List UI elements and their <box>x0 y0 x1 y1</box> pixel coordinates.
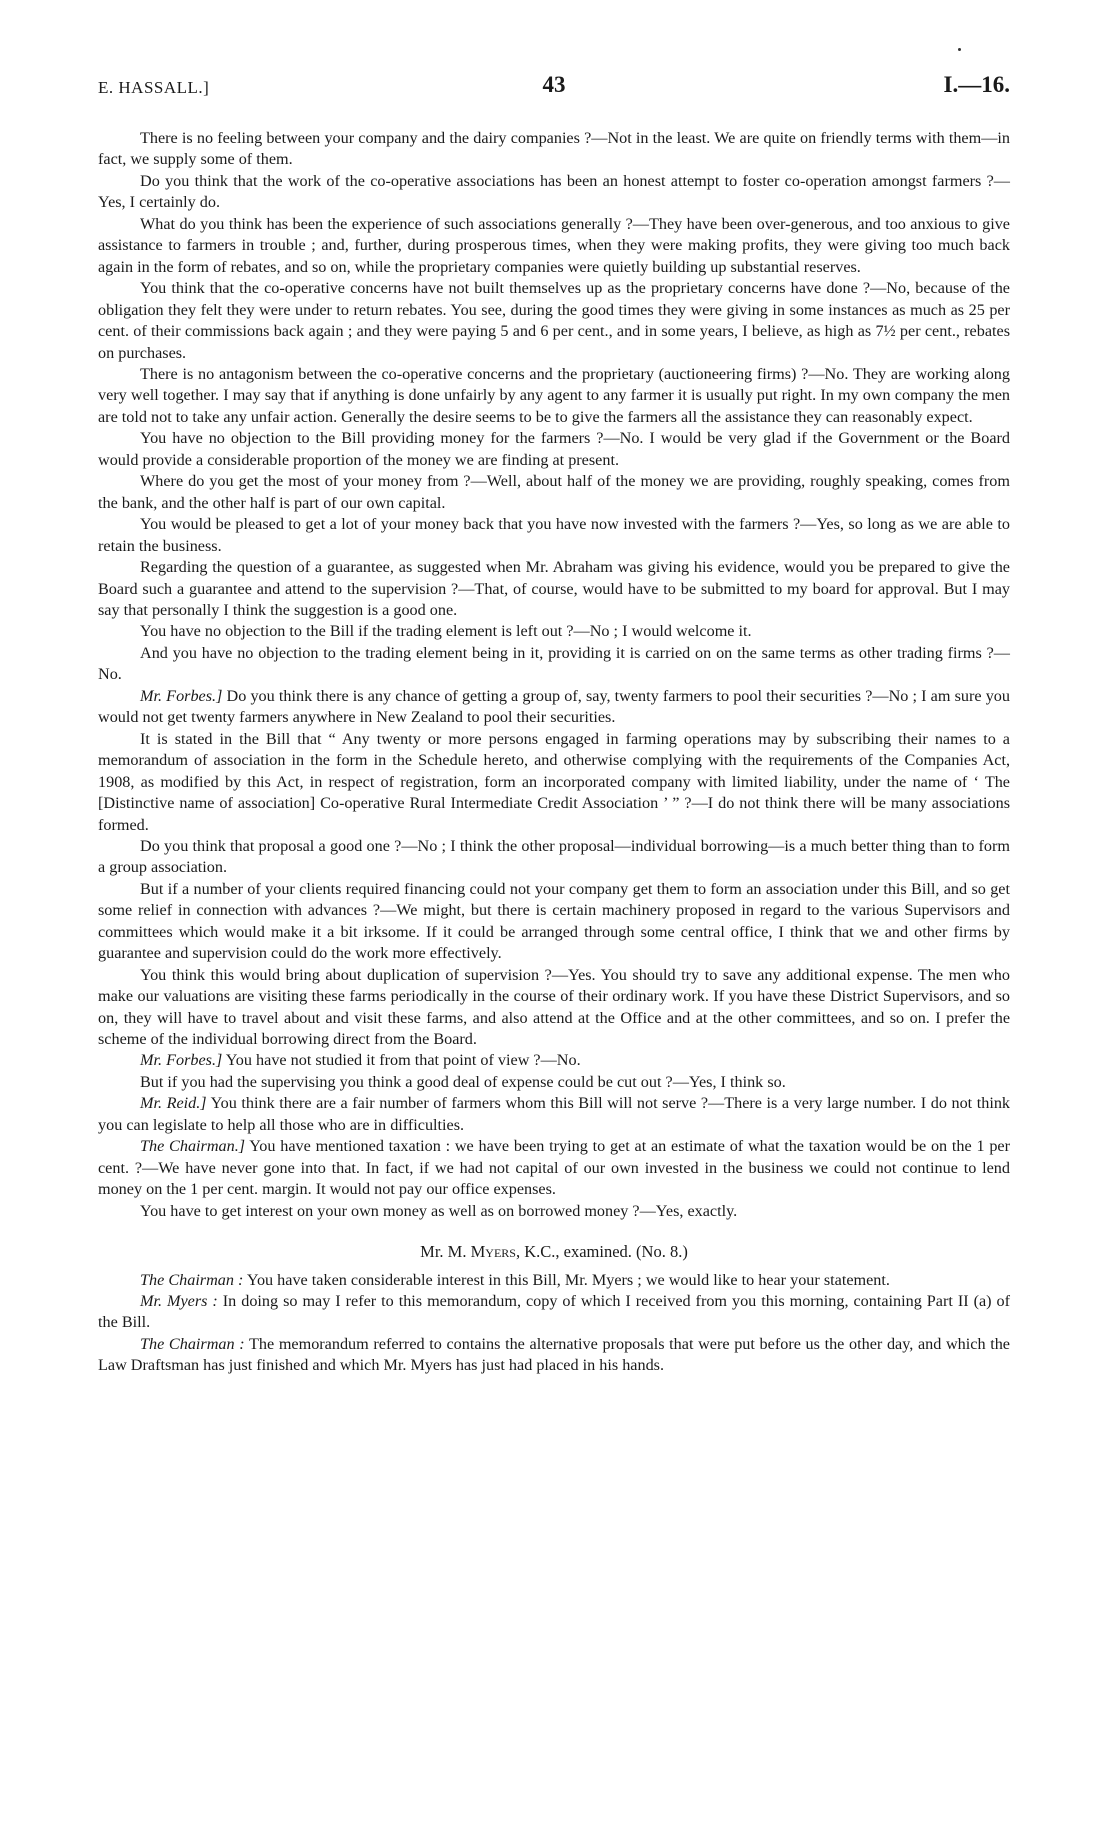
speaker-label: The Chairman : <box>140 1270 244 1289</box>
heading-prefix: Mr. M. <box>420 1242 471 1262</box>
heading-rest: , K.C., examined. (No. 8.) <box>515 1242 688 1262</box>
paragraph-text: You have not studied it from that point of view ?—No. <box>222 1051 581 1070</box>
speaker-label: Mr. Myers : <box>140 1292 218 1311</box>
speaker-label: Mr. Forbes.] <box>140 1051 223 1070</box>
paragraph <box>98 1270 1010 1291</box>
paragraph-text: But if a number of your clients required financing could not your company get them to form an association under this Bill, and so get some relief in connection with advances ?—We might, but there is certain machinery proposed in regard to the various Supervisors and committees which would make it a bit irksome. If it could be arranged through some central office, I think that we and other firms by guarantee and supervision could do the work more effectively. <box>98 879 1010 963</box>
witness-name: E. HASSALL.] <box>98 78 210 97</box>
paragraph <box>98 1050 1010 1071</box>
paragraph-text: Do you think that proposal a good one ?—No ; I think the other proposal—individual borrowing—is a much better thing than to form a group association. <box>98 836 1010 877</box>
paragraph <box>98 836 1010 879</box>
speaker-label: The Chairman.] <box>140 1137 246 1156</box>
paragraph-text: You think this would bring about duplication of supervision ?—Yes. You should try to save any additional expense. The men who make our valuations are visiting these farms periodically in the course of their ordinary work. If you have these District Supervisors, and so on, they will have to travel about and visit these farms, and also attend at the Office and at the other committees, and so on. I prefer the scheme of the individual borrowing direct from the Board. <box>98 965 1010 1049</box>
paragraph-text: You have mentioned taxation : we have been trying to get at an estimate of what the taxation would be on the 1 per cent. ?—We have never gone into that. In fact, if we had not capital of our own invested in the business we could not continue to lend money on the 1 per cent. margin. It would not pay our office expenses. <box>98 1137 1010 1199</box>
paragraph-text: Regarding the question of a guarantee, as suggested when Mr. Abraham was giving his evidence, would you be prepared to give the Board such a guarantee and attend to the supervision ?—That, of course, would have to be submitted to my board for approval. But I may say that personally I think the suggestion is a good one. <box>98 558 1010 619</box>
paragraph <box>98 1093 1010 1136</box>
paragraph-text: There is no antagonism between the co-operative concerns and the proprietary (auctioneering firms) ?—No. They are working along very well together. I may say that if anything is done unfairly by any agent to any farmer it is usually put right. In my own company the men are told not to take any unfair action. Generally the desire seems to be to give the farmers all the assistance they can reasonably expect. <box>98 364 1010 426</box>
paragraph <box>98 965 1010 1051</box>
paragraph-text: The memorandum referred to contains the alternative proposals that were put before us the other day, and which the Law Draftsman has just finished and which Mr. Myers has just had placed in his hands. <box>98 1334 1010 1375</box>
paragraph <box>98 729 1010 836</box>
paragraph-text: Do you think there is any chance of getting a group of, say, twenty farmers to pool their securities ?—No ; I am sure you would not get twenty farmers anywhere in New Zealand to pool their securities. <box>98 686 1010 727</box>
paragraph <box>98 686 1010 729</box>
paragraph <box>98 428 1010 471</box>
paragraph <box>98 879 1010 965</box>
paragraph-text: You have to get interest on your own money as well as on borrowed money ?—Yes, exactly. <box>140 1201 738 1220</box>
paragraph-text: You have no objection to the Bill if the trading element is left out ?—No ; I would welcome it. <box>140 622 752 641</box>
paragraph <box>98 364 1010 428</box>
paragraph <box>98 643 1010 686</box>
heading-surname: Myers <box>470 1242 516 1262</box>
paragraph <box>98 1291 1010 1334</box>
paragraph-text: In doing so may I refer to this memorandum, copy of which I received from you this morning, containing Part II (a) of the Bill. <box>98 1292 1010 1332</box>
paragraph-text: You think that the co-operative concerns have not built themselves up as the proprietary concerns have done ?—No, because of the obligation they felt they were under to return rebates. You see, during the good times they were giving in some instances as much as 25 per cent. of their commissions back again ; and they were paying 5 and 6 per cent., and in some years, I believe, as high as 7½ per cent., rebates on purchases. <box>98 279 1010 362</box>
paragraph <box>98 278 1010 364</box>
paragraph-text: It is stated in the Bill that “ Any twenty or more persons engaged in farming operations may by subscribing their names to a memorandum of association in the form in the Schedule hereto, and otherwise complying with the requirements of the Companies Act, 1908, as modified by this Act, in respect of registration, form an incorporated company with limited liability, under the name of ‘ The [Distinctive name of association] Co-operative Rural Intermediate Credit Association ’ ” ?—I do not think there will be many associations formed. <box>98 729 1010 834</box>
paragraph <box>98 1136 1010 1200</box>
paragraph <box>98 171 1010 214</box>
document-body <box>98 128 1010 1377</box>
paragraph-text: Where do you get the most of your money from ?—Well, about half of the money we are providing, roughly speaking, comes from the bank, and the other half is part of our own capital. <box>98 472 1010 512</box>
paragraph-text: But if you had the supervising you think a good deal of expense could be cut out ?—Yes, I think so. <box>140 1072 786 1091</box>
paragraph-text: There is no feeling between your company and the dairy companies ?—Not in the least. We are quite on friendly terms with them—in fact, we supply some of them. <box>98 129 1010 169</box>
paragraph-text: You think there are a fair number of farmers whom this Bill will not serve ?—There is a very large number. I do not think you can legislate to help all those who are in difficulties. <box>98 1094 1011 1134</box>
speaker-label: Mr. Reid.] <box>140 1094 207 1113</box>
paragraph <box>98 1334 1010 1377</box>
page-mark <box>958 48 961 51</box>
paragraph-text: You have taken considerable interest in this Bill, Mr. Myers ; we would like to hear your statement. <box>243 1270 890 1289</box>
speaker-label: Mr. Forbes.] <box>140 686 223 705</box>
evidence-paragraphs <box>98 128 1010 1222</box>
paragraph <box>98 1201 1010 1222</box>
paragraph-text: And you have no objection to the trading element being in it, providing it is carried on on the same terms as other trading firms ?—No. <box>98 643 1010 684</box>
paragraph <box>98 621 1010 642</box>
paragraph <box>98 128 1010 171</box>
paragraph <box>98 514 1010 557</box>
page-header <box>98 72 1010 102</box>
paragraph <box>98 471 1010 514</box>
paragraph <box>98 557 1010 621</box>
paragraph-text: Do you think that the work of the co-operative associations has been an honest attempt to foster co-operation amongst farmers ?—Yes, I certainly do. <box>98 171 1010 212</box>
paragraph <box>98 1072 1010 1093</box>
document-reference: I.—16. <box>943 72 1010 97</box>
evidence-paragraphs-2 <box>98 1270 1010 1377</box>
page-number: 43 <box>542 72 566 97</box>
speaker-label: The Chairman : <box>140 1334 245 1353</box>
section-heading <box>98 1241 1010 1262</box>
paragraph-text: You have no objection to the Bill providing money for the farmers ?—No. I would be very glad if the Government or the Board would provide a considerable proportion of the money we are finding at present. <box>98 429 1010 469</box>
paragraph-text: What do you think has been the experience of such associations generally ?—They have been over-generous, and too anxious to give assistance to farmers in trouble ; and, further, during prosperous times, when they were making profits, they were giving too much back again in the form of rebates, and so on, while the proprietary companies were quietly building up substantial reserves. <box>98 214 1010 276</box>
paragraph-text: You would be pleased to get a lot of your money back that you have now invested with the farmers ?—Yes, so long as we are able to retain the business. <box>98 515 1010 555</box>
paragraph <box>98 214 1010 278</box>
